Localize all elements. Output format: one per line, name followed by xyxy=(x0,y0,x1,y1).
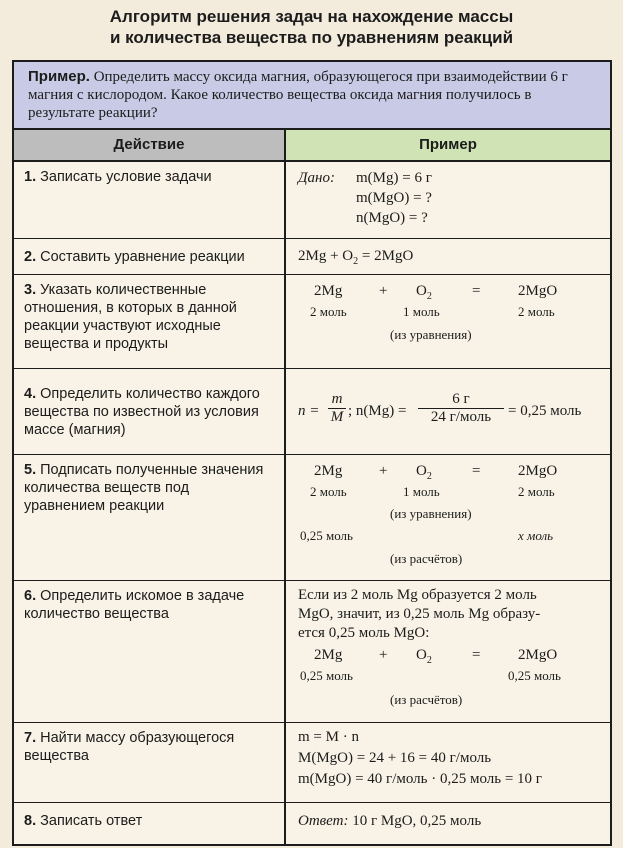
action-cell xyxy=(14,162,286,238)
example-text: Определить массу оксида магния, образующегося при взаимодействии 6 г магния с кислородом. Какое количество вещества оксида магния получилось в результате реакции? xyxy=(28,69,568,121)
example-label: Пример. xyxy=(28,68,90,85)
moles-1: 2 моль xyxy=(310,484,347,499)
title-line-1: Алгоритм решения задач на нахождение массы xyxy=(109,7,514,26)
example-cell xyxy=(286,581,610,722)
example-box xyxy=(14,62,610,130)
step-text: Подписать полученные значения количества веществ под уравнением реакции xyxy=(24,462,264,514)
table-row xyxy=(14,369,610,455)
step-number: 8. xyxy=(24,813,37,829)
eq-plus: + xyxy=(379,283,388,299)
moles-3: 2 моль xyxy=(518,304,555,319)
moles-2: 1 моль xyxy=(403,484,440,499)
note: (из расчётов) xyxy=(390,692,463,707)
table-row xyxy=(14,723,610,803)
value-1: 0,25 моль xyxy=(300,668,353,683)
given-label: Дано: xyxy=(298,170,335,186)
step-number: 1. xyxy=(24,169,37,185)
explanation-line-3: ется 0,25 моль MgO: xyxy=(298,625,430,641)
answer xyxy=(298,813,481,830)
eq-equals: = xyxy=(472,283,481,299)
example-cell xyxy=(286,455,610,580)
note-2: (из расчётов) xyxy=(390,551,463,566)
eq-subscript: 2 xyxy=(353,256,359,267)
eq-term-3: 2MgO xyxy=(518,283,558,299)
example-cell xyxy=(286,803,610,844)
example-cell xyxy=(286,239,610,274)
eq-plus: + xyxy=(379,463,388,479)
eq-equals: = xyxy=(472,463,481,479)
given-3: n(MgO) = ? xyxy=(356,210,428,226)
page-title xyxy=(0,0,623,56)
step-text: Указать количественные отношения, в которых в данной реакции участвуют исходные вещества и продукты xyxy=(24,282,237,352)
value-1: 0,25 моль xyxy=(300,528,353,543)
algorithm-table xyxy=(12,60,612,846)
example-cell xyxy=(286,723,610,802)
table-row xyxy=(14,581,610,723)
table-row xyxy=(14,275,610,369)
table-row xyxy=(14,162,610,239)
action-cell xyxy=(14,723,286,802)
n-mg-label: ; n(Mg) = xyxy=(348,403,407,419)
example-cell xyxy=(286,162,610,238)
step-text: Найти массу образующегося вещества xyxy=(24,730,235,764)
moles-1: 2 моль xyxy=(310,304,347,319)
header-action: Действие xyxy=(14,130,286,162)
table-row xyxy=(14,239,610,275)
eq-left: 2Mg + O xyxy=(298,248,354,264)
answer-label: Ответ: xyxy=(298,813,349,829)
explanation-line-1: Если из 2 моль Mg образуется 2 моль xyxy=(298,587,537,603)
action-cell xyxy=(14,369,286,454)
step-number: 5. xyxy=(24,462,37,478)
step-text: Составить уравнение реакции xyxy=(40,249,245,265)
fraction-top: 6 г xyxy=(452,391,470,407)
action-cell xyxy=(14,581,286,722)
eq-term-1: 2Mg xyxy=(314,647,343,663)
step-text: Записать ответ xyxy=(40,813,143,829)
step-text: Записать условие задачи xyxy=(40,169,212,185)
step-number: 4. xyxy=(24,386,37,402)
step-number: 6. xyxy=(24,588,37,604)
formula-1: m = M · n xyxy=(298,729,359,745)
step-number: 3. xyxy=(24,282,37,298)
step-number: 7. xyxy=(24,730,37,746)
eq-right: = 2MgO xyxy=(358,248,414,264)
eq-plus: + xyxy=(379,647,388,663)
eq-term-2: $O_2$ xyxy=(416,647,432,666)
given-2: m(MgO) = ? xyxy=(356,190,432,206)
example-cell xyxy=(286,275,610,368)
given-1: m(Mg) = 6 г xyxy=(356,170,432,186)
fraction-m-over-m xyxy=(328,391,346,426)
formula-3: m(MgO) = 40 г/моль · 0,25 моль = 10 г xyxy=(298,771,542,787)
moles-2: 1 моль xyxy=(403,304,440,319)
eq-term-2: $O_2$ xyxy=(416,463,432,482)
reaction-equation xyxy=(298,248,413,267)
step-number: 2. xyxy=(24,249,37,265)
formula-2: M(MgO) = 24 + 16 = 40 г/моль xyxy=(298,750,492,766)
explanation-line-2: MgO, значит, из 0,25 моль Mg образу- xyxy=(298,606,541,622)
note: (из уравнения) xyxy=(390,506,472,521)
value-2: x моль xyxy=(518,528,554,543)
table-row xyxy=(14,455,610,581)
fraction-values xyxy=(418,391,504,426)
action-cell xyxy=(14,455,286,580)
moles-3: 2 моль xyxy=(518,484,555,499)
action-cell xyxy=(14,239,286,274)
step-text: Определить количество каждого вещества по известной из условия массе (магния) xyxy=(24,386,260,438)
eq-term-3: 2MgO xyxy=(518,647,558,663)
eq-equals: = xyxy=(472,647,481,663)
eq-term-1: 2Mg xyxy=(314,463,343,479)
fraction-top: m xyxy=(331,391,343,407)
example-cell xyxy=(286,369,610,454)
header-example: Пример xyxy=(286,130,610,162)
fraction-bottom: 24 г/моль xyxy=(418,408,504,426)
eq-term-2: $O_2$ xyxy=(416,283,432,302)
result: = 0,25 моль xyxy=(508,403,582,419)
action-cell xyxy=(14,275,286,368)
eq-term-3: 2MgO xyxy=(518,463,558,479)
answer-text: 10 г MgO, 0,25 моль xyxy=(348,813,482,829)
table-row xyxy=(14,803,610,844)
action-cell xyxy=(14,803,286,844)
step-text: Определить искомое в задаче количество вещества xyxy=(24,588,245,622)
n-eq: n = xyxy=(298,403,320,419)
title-line-2: и количества вещества по уравнениям реакций xyxy=(109,28,514,47)
value-2: 0,25 моль xyxy=(508,668,561,683)
note: (из уравнения) xyxy=(390,327,472,342)
fraction-bottom: M xyxy=(328,408,346,426)
eq-term-1: 2Mg xyxy=(314,283,343,299)
